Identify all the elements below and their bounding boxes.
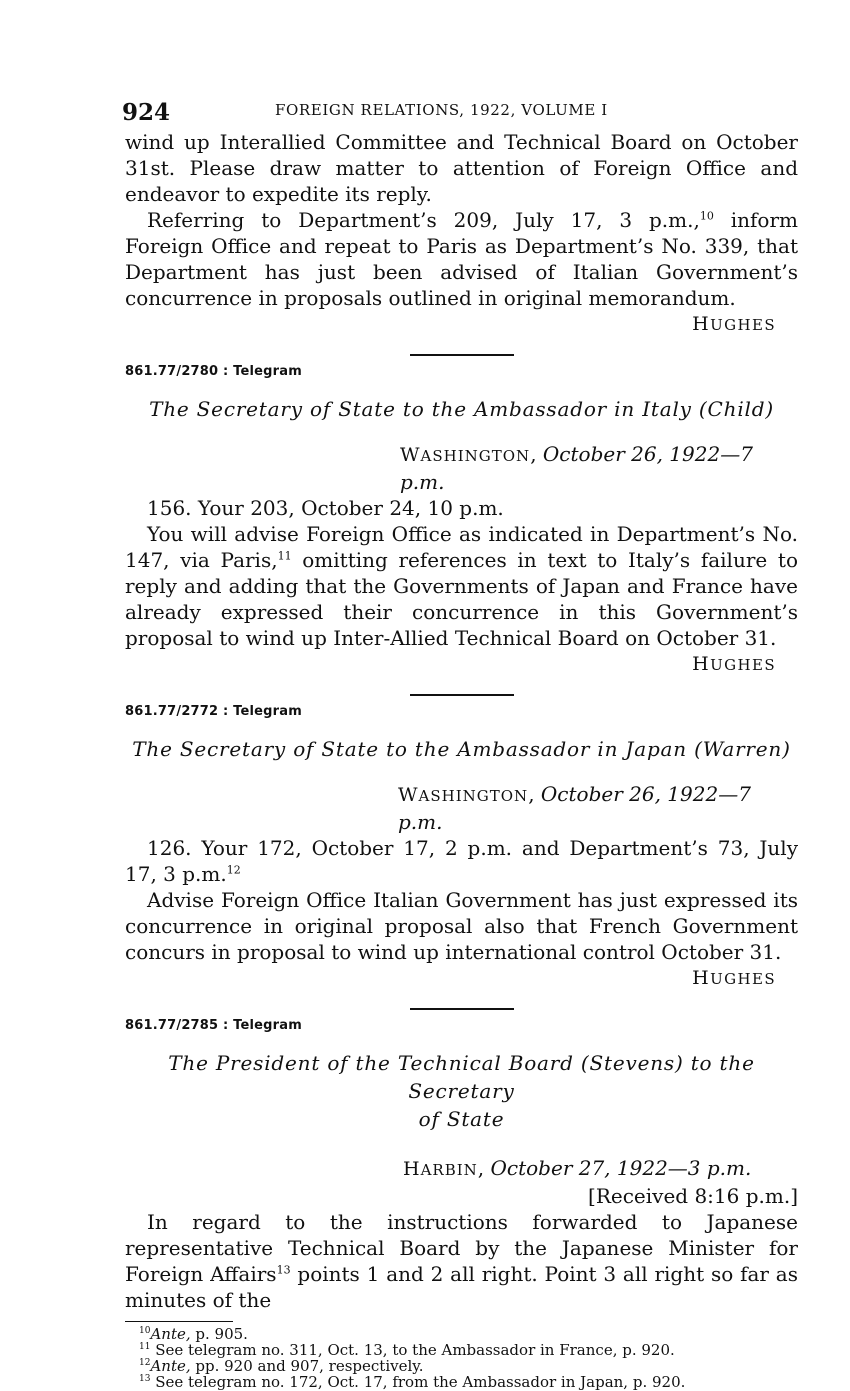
text-run: 126. Your 172, October 17, 2 p.m. and Department’s 73, July 17, 3 p.m. [125, 836, 798, 886]
footnote-text: See telegram no. 172, Oct. 17, from the Ambassador in Japan, p. 920. [155, 1373, 686, 1391]
text-run: points 1 and 2 all right. Point 3 all right so far as minutes of the [125, 1262, 798, 1312]
document-page [122, 95, 798, 1391]
section-divider [410, 1008, 514, 1010]
footnote [125, 1342, 798, 1358]
footnote-number: 10 [139, 1326, 151, 1336]
dateline: WASHINGTON, October 26, 1922—7 p.m. [398, 782, 751, 834]
dateline: HARBIN, October 27, 1922—3 p.m. [403, 1156, 752, 1180]
dateline-date: October 26, 1922—7 p.m. [398, 782, 751, 834]
document-title [125, 1049, 798, 1133]
footnote [125, 1326, 798, 1342]
title-text: The Secretary of State to the Ambassador in Italy ( [149, 397, 708, 421]
title-line: of State [418, 1107, 505, 1131]
signature-initial: H [692, 653, 711, 675]
signature [125, 965, 776, 992]
signature [125, 651, 776, 678]
file-reference: 861.77/2772 : Telegram [125, 704, 303, 719]
title-text: The Secretary of State to the Ambassador in Japan ( [132, 737, 703, 761]
footnote-italic: Ante, [150, 1357, 191, 1375]
footnote-divider [125, 1321, 233, 1322]
page-number: 924 [122, 99, 171, 126]
place-initial: W [400, 444, 421, 466]
footnotes [125, 1326, 798, 1390]
dateline-date: October 27, 1922—3 p.m. [490, 1156, 752, 1180]
text-run: You will advise Foreign Office as indicated in Department’s No. 147, via Paris, [125, 522, 798, 572]
footnote-number: 12 [139, 1358, 151, 1368]
footnote-text: pp. 920 and 907, respectively. [190, 1357, 424, 1375]
footnote-text: See telegram no. 311, Oct. 13, to the Ambassador in France, p. 920. [155, 1341, 675, 1359]
paragraph: wind up Interallied Committee and Technical Board on October 31st. Please draw matter to attention of Foreign Office and endeavor to expedite its reply. [125, 130, 798, 206]
paragraph: 156. Your 203, October 24, 10 p.m. [147, 496, 504, 520]
title-name: Child [707, 397, 766, 421]
footnote-italic: Ante, [150, 1325, 191, 1343]
place-rest: ASHINGTON [418, 787, 529, 805]
footnote [125, 1358, 798, 1374]
footnote-text: p. 905. [190, 1325, 248, 1343]
place-initial: H [403, 1158, 421, 1180]
received-note: [Received 8:16 p.m.] [588, 1184, 798, 1208]
signature-initial: H [692, 313, 711, 335]
dateline: WASHINGTON, October 26, 1922—7 p.m. [400, 442, 753, 494]
title-text: ) [765, 397, 774, 421]
place-initial: W [398, 784, 419, 806]
footnote-number: 13 [139, 1374, 151, 1384]
title-line: The President of the Technical Board (Stevens) to the Secretary [168, 1051, 755, 1103]
title-text: ) [782, 737, 791, 761]
file-reference: 861.77/2780 : Telegram [125, 364, 303, 379]
title-name: Warren [702, 737, 783, 761]
signature-rest: UGHES [710, 970, 776, 988]
text-run: inform Foreign Office and repeat to Paris as Department’s No. 339, that Department has just been advised of Italian Government’s concurrence in proposals outlined in original memorandum. [125, 208, 798, 310]
text-run: omitting references in text to Italy’s failure to reply and adding that the Governments of Japan and France have already expressed their concurrence in this Government’s proposal to wind up Inter-Allied Technical Board on October 31. [125, 548, 798, 650]
dateline-place [400, 444, 531, 466]
footnote-ref: 13 [276, 1263, 291, 1277]
paragraph [125, 835, 798, 887]
footnote [125, 1374, 798, 1390]
paragraph [125, 207, 798, 311]
paragraph [125, 1209, 798, 1313]
place-rest: ARBIN [420, 1161, 478, 1179]
footnote-number: 11 [139, 1342, 151, 1352]
dateline-place [398, 784, 529, 806]
section-divider [410, 694, 514, 696]
text-run: In regard to the instructions forwarded to Japanese representative Technical Board by the Japanese Minister for Foreign Affairs [125, 1210, 798, 1286]
document-title [125, 395, 798, 423]
page-header [122, 95, 798, 129]
footnote-ref: 12 [226, 863, 241, 877]
footnote-ref: 11 [277, 549, 292, 563]
signature-rest: UGHES [710, 316, 776, 334]
footnote-ref: 10 [699, 209, 714, 223]
signature [125, 311, 776, 338]
paragraph [125, 521, 798, 651]
document-title [125, 735, 798, 763]
text-run: Referring to Department’s 209, July 17, 3 p.m., [147, 208, 700, 232]
paragraph: Advise Foreign Office Italian Government has just expressed its concurrence in original proposal also that French Government concurs in proposal to wind up international control October 31. [125, 888, 798, 964]
running-title: FOREIGN RELATIONS, 1922, VOLUME I [275, 101, 608, 119]
signature-rest: UGHES [710, 656, 776, 674]
signature-initial: H [692, 967, 711, 989]
section-divider [410, 354, 514, 356]
dateline-place [403, 1158, 478, 1180]
dateline-date: October 26, 1922—7 p.m. [400, 442, 753, 494]
file-reference: 861.77/2785 : Telegram [125, 1018, 303, 1033]
place-rest: ASHINGTON [420, 447, 531, 465]
